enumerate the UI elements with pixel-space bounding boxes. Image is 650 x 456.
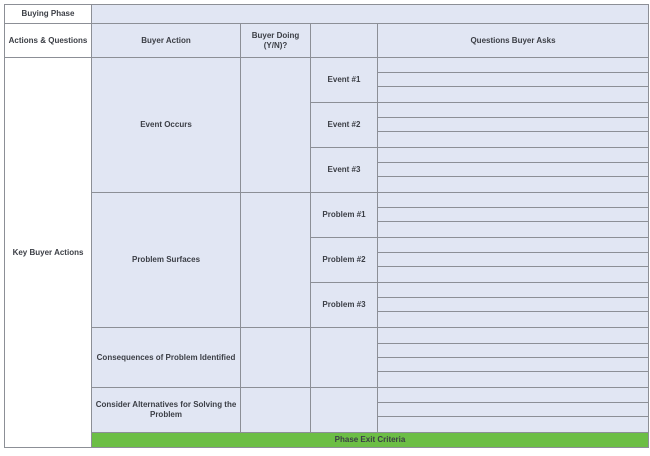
question-line[interactable]: [378, 298, 648, 312]
question-line[interactable]: [378, 87, 648, 101]
question-line[interactable]: [378, 222, 648, 236]
actions-questions-label: Actions & Questions: [5, 24, 92, 58]
question-line[interactable]: [378, 239, 648, 253]
key-buyer-actions-label: Key Buyer Actions: [5, 58, 92, 448]
question-line[interactable]: [378, 118, 648, 132]
doing-problem-surfaces[interactable]: [241, 193, 311, 328]
problem-3-questions[interactable]: [378, 283, 649, 328]
action-problem-surfaces: Problem Surfaces: [92, 193, 241, 328]
question-line[interactable]: [378, 132, 648, 146]
question-line[interactable]: [378, 177, 648, 191]
question-line[interactable]: [378, 417, 648, 431]
worksheet-table: [4, 4, 649, 448]
event-3-questions[interactable]: [378, 148, 649, 193]
consequences-questions[interactable]: [378, 328, 649, 388]
doing-event-occurs[interactable]: [241, 58, 311, 193]
question-line[interactable]: [378, 194, 648, 208]
question-line[interactable]: [378, 73, 648, 87]
problem-2-label: Problem #2: [311, 238, 378, 283]
question-line[interactable]: [378, 358, 648, 372]
question-line[interactable]: [378, 284, 648, 298]
event-3-label: Event #3: [311, 148, 378, 193]
event-1-questions[interactable]: [378, 58, 649, 103]
problem-2-questions[interactable]: [378, 238, 649, 283]
action-consequences: Consequences of Problem Identified: [92, 328, 241, 388]
question-line[interactable]: [378, 330, 648, 344]
question-line[interactable]: [378, 149, 648, 163]
event-2-label: Event #2: [311, 103, 378, 148]
question-line[interactable]: [378, 389, 648, 403]
question-line[interactable]: [378, 59, 648, 73]
doing-consequences[interactable]: [241, 328, 311, 388]
phase-exit-criteria-bar[interactable]: Phase Exit Criteria: [92, 433, 649, 448]
action-event-occurs: Event Occurs: [92, 58, 241, 193]
event-2-questions[interactable]: [378, 103, 649, 148]
question-line[interactable]: [378, 267, 648, 281]
buyer-doing-header: Buyer Doing (Y/N)?: [241, 24, 311, 58]
buying-phase-label: Buying Phase: [5, 5, 92, 24]
question-line[interactable]: [378, 104, 648, 118]
consequences-sub-cell: [311, 328, 378, 388]
sub-item-header: [311, 24, 378, 58]
question-line[interactable]: [378, 208, 648, 222]
alternatives-questions[interactable]: [378, 388, 649, 433]
problem-3-label: Problem #3: [311, 283, 378, 328]
question-line[interactable]: [378, 312, 648, 326]
doing-consider-alternatives[interactable]: [241, 388, 311, 433]
action-consider-alternatives: Consider Alternatives for Solving the Problem: [92, 388, 241, 433]
question-line[interactable]: [378, 253, 648, 267]
problem-1-questions[interactable]: [378, 193, 649, 238]
question-line[interactable]: [378, 403, 648, 417]
question-line[interactable]: [378, 163, 648, 177]
question-line[interactable]: [378, 344, 648, 358]
alternatives-sub-cell: [311, 388, 378, 433]
buying-phase-value-cell[interactable]: [92, 5, 649, 24]
question-line[interactable]: [378, 372, 648, 386]
problem-1-label: Problem #1: [311, 193, 378, 238]
event-1-label: Event #1: [311, 58, 378, 103]
buyer-action-header: Buyer Action: [92, 24, 241, 58]
questions-header: Questions Buyer Asks: [378, 24, 649, 58]
